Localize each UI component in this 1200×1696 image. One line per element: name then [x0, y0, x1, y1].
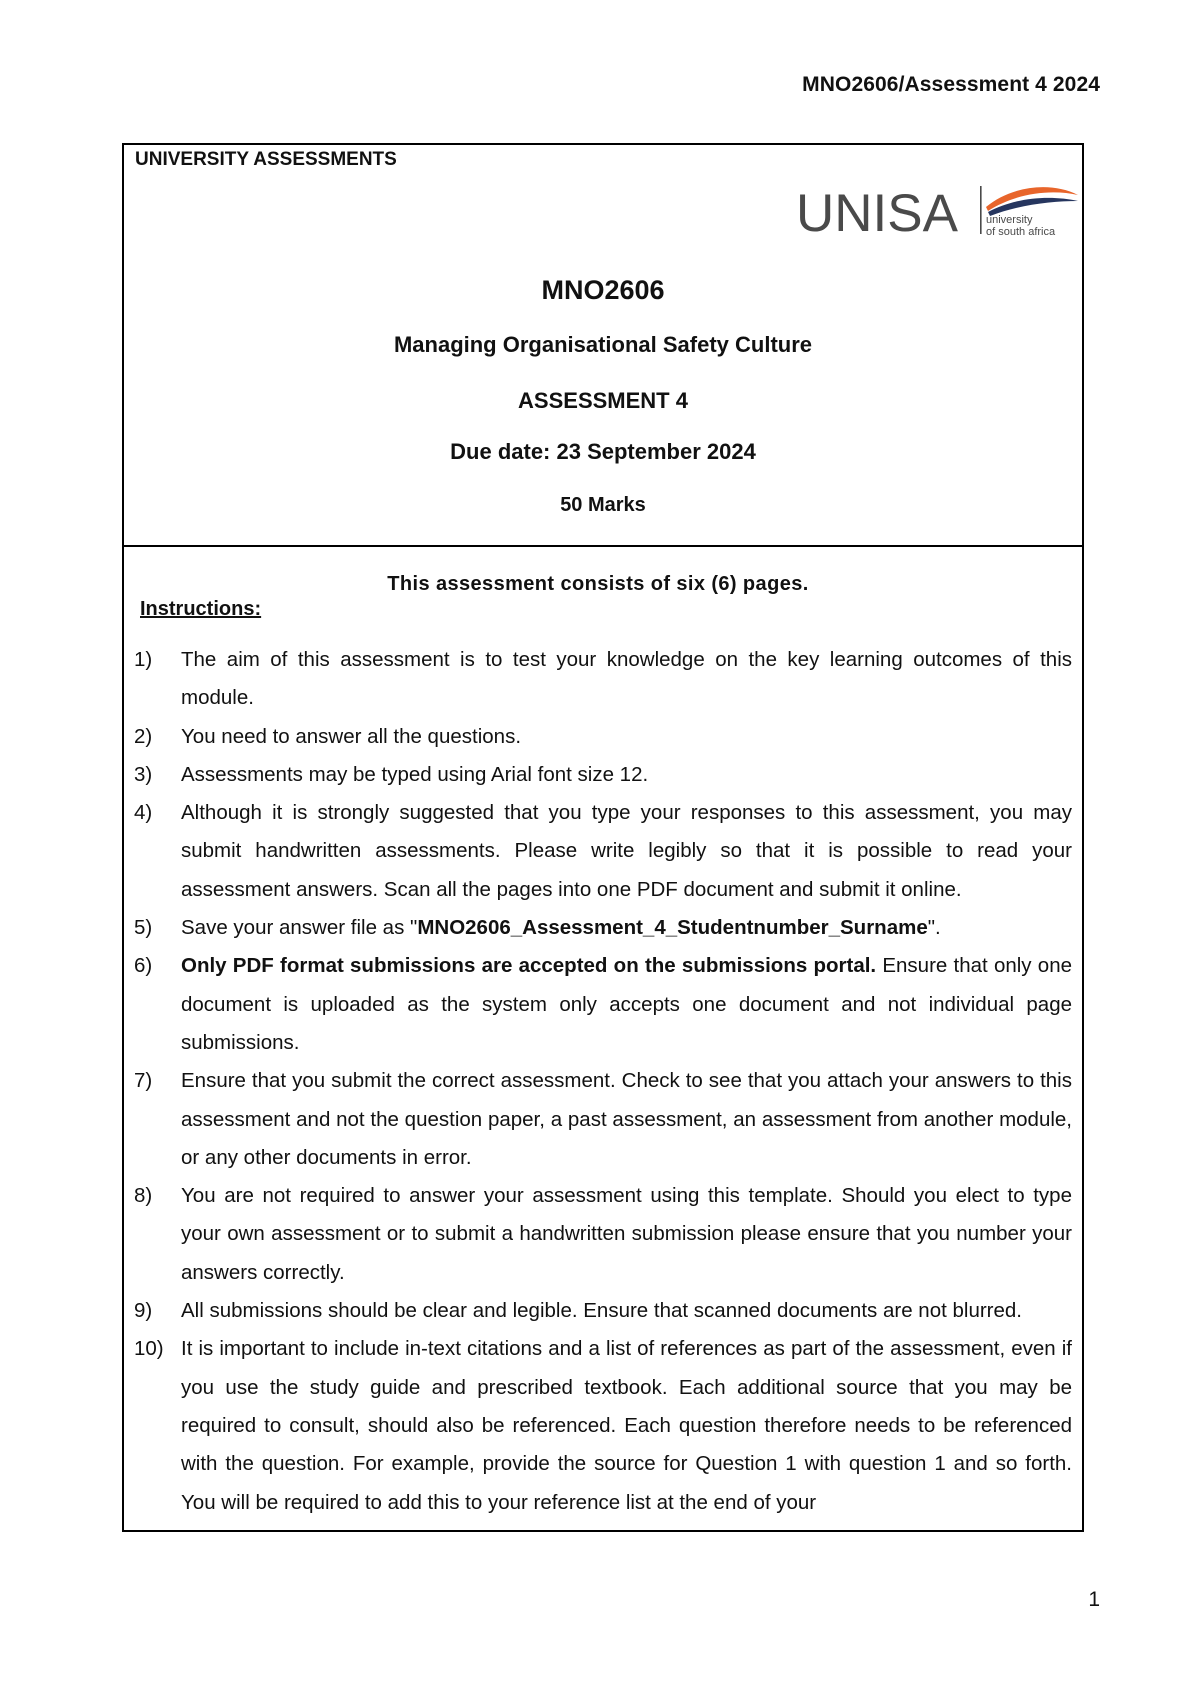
item-text: The aim of this assessment is to test your knowledge on the key learning outcomes of this module. [181, 648, 1072, 710]
university-assessments-label: UNIVERSITY ASSESSMENTS [135, 149, 397, 170]
item-number: 10) [134, 1337, 164, 1361]
module-code: MNO2606 [541, 275, 665, 305]
page-number: 1 [1088, 1588, 1100, 1611]
instructions-section [124, 547, 1082, 1522]
instructions-heading: Instructions: [140, 598, 262, 620]
item-text: Ensure that only one document is uploaded as the system only accepts one document and not individual page submissions. [181, 954, 1072, 1054]
item-number: 3) [134, 762, 153, 786]
list-item [134, 1177, 1072, 1292]
item-number: 4) [134, 801, 153, 825]
item-number: 1) [134, 648, 153, 671]
item-text: It is important to include in-text citations and a list of references as part of the assessment, even if you use the study guide and prescribed textbook. Each additional source that you may be required to consult, should also be referenced. Each question therefore needs to be referenced with the question. For example, provide the source for Question 1 with question 1 and so forth. You will be required to add this to your reference list at the end of your [181, 1337, 1072, 1514]
list-item [134, 794, 1072, 909]
item-number: 5) [134, 916, 153, 940]
list-item [134, 1292, 1072, 1330]
unisa-logo [796, 181, 1081, 241]
cover-section [124, 145, 1082, 547]
item-text: Ensure that you submit the correct assessment. Check to see that you attach your answers to this assessment and not the question paper, a past assessment, an assessment from another module, or any other documents in error. [181, 1069, 1072, 1169]
item-number: 6) [134, 954, 153, 978]
item-number: 7) [134, 1069, 153, 1093]
item-text-pre: Save your answer file as " [181, 916, 418, 940]
logo-divider [980, 186, 982, 234]
logo-tagline-2: of south africa [986, 226, 1056, 238]
assessment-label: ASSESSMENT 4 [518, 388, 688, 413]
item-text: Although it is strongly suggested that you type your responses to this assessment, you may submit handwritten assessments. Please write legibly so that it is possible to read your assessment answers. Scan all the pages into one PDF document and submit it online. [181, 801, 1072, 901]
module-title: Managing Organisational Safety Culture [393, 332, 813, 357]
pages-note: This assessment consists of six (6) pages. [387, 573, 809, 595]
list-item [134, 1062, 1072, 1177]
total-marks: 50 Marks [560, 494, 646, 516]
list-item [134, 756, 1072, 794]
item-text-post: ". [927, 916, 941, 940]
list-item [134, 947, 1072, 1062]
assessment-frame [122, 143, 1084, 1532]
unisa-logo-graphic [796, 181, 1081, 241]
instructions-list [124, 641, 1072, 1522]
item-number: 8) [134, 1184, 153, 1208]
list-item [134, 718, 1072, 756]
item-text: All submissions should be clear and legible. Ensure that scanned documents are not blurred. [181, 1299, 1022, 1323]
list-item [134, 1330, 1072, 1521]
item-text: You need to answer all the questions. [181, 724, 522, 748]
logo-tagline-1: university [986, 214, 1033, 226]
item-text: Assessments may be typed using Arial font size 12. [181, 762, 649, 786]
item-number: 2) [134, 724, 153, 748]
pdf-only-notice: Only PDF format submissions are accepted on the submissions portal. [181, 954, 877, 978]
item-number: 9) [134, 1299, 153, 1323]
list-item [134, 909, 1072, 947]
running-header: MNO2606/Assessment 4 2024 [802, 73, 1100, 96]
filename-format: MNO2606_Assessment_4_Studentnumber_Surname [417, 916, 928, 940]
list-item [134, 641, 1072, 718]
item-text: You are not required to answer your assessment using this template. Should you elect to type your own assessment or to submit a handwritten submission please ensure that you number your answers correctly. [181, 1184, 1072, 1284]
logo-wordmark: UNISA [796, 184, 958, 241]
due-date: Due date: 23 September 2024 [450, 439, 756, 464]
